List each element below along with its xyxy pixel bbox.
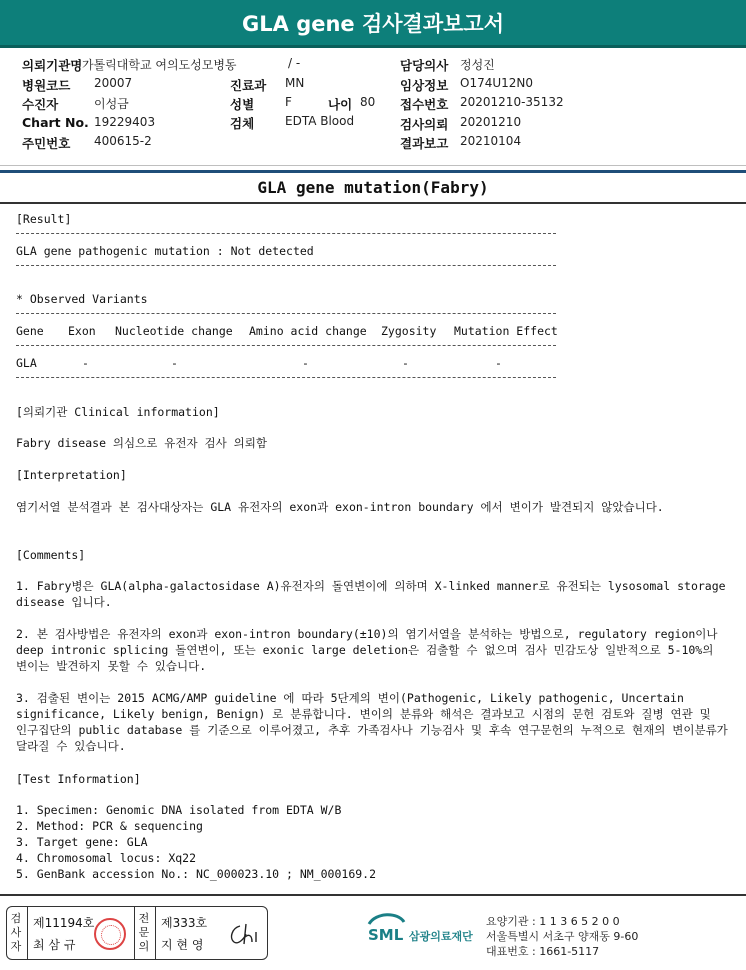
value-clinical-info: O174U12N0 [460, 76, 534, 90]
label-chart-no: Chart No. [22, 115, 89, 130]
cell-amino-acid: - [302, 356, 309, 370]
interpretation-text: 염기서열 분석결과 본 검사대상자는 GLA 유전자의 exon과 exon-intron boundary 에서 변이가 발견되지 않았습니다. [16, 500, 664, 514]
sml-logo [366, 912, 486, 946]
specialist-license: 제333호 [161, 916, 208, 930]
logo-org-name: 삼광의료재단 [409, 930, 473, 943]
address: 서울특별시 서초구 양재동 9-60 [486, 930, 639, 943]
dashed-rule [16, 265, 556, 266]
value-chart-no: 19229403 [94, 115, 156, 129]
col-zygosity: Zygosity [381, 324, 437, 338]
section-title: GLA gene mutation(Fabry) [257, 178, 489, 197]
footer-divider [0, 894, 746, 896]
dashed-rule [16, 313, 556, 314]
value-department: MN [285, 76, 305, 90]
label-hospital-code: 병원코드 [22, 78, 71, 93]
test-item: 2. Method: PCR & sequencing [16, 819, 203, 833]
label-specimen: 검체 [230, 116, 255, 131]
logo-sml-text: SML [368, 926, 404, 944]
result-line: GLA gene pathogenic mutation : Not detected [16, 244, 314, 258]
report-title: GLA gene 검사결과보고서 [242, 11, 504, 36]
value-request-date: 20201210 [460, 115, 522, 129]
test-item: 1. Specimen: Genomic DNA isolated from EDTA W/B [16, 803, 342, 817]
label-sex: 성별 [230, 97, 255, 112]
test-item: 5. GenBank accession No.: NC_000023.10 ; NM_000169.2 [16, 867, 377, 881]
phone: 대표번호 : 1661-5117 [486, 945, 600, 958]
test-item: 3. Target gene: GLA [16, 835, 148, 849]
col-nucleotide: Nucleotide change [115, 324, 233, 338]
box-divider [155, 907, 156, 959]
value-patient: 이성금 [94, 97, 129, 111]
test-info-header: [Test Information] [16, 772, 141, 786]
result-header: [Result] [16, 212, 72, 226]
cell-exon: - [82, 356, 89, 370]
label-clinical-info: 임상정보 [400, 78, 449, 93]
label-age: 나이 [328, 97, 353, 112]
examiner-label: 검사자 [10, 912, 22, 953]
divider [0, 165, 746, 166]
label-resident-no: 주민번호 [22, 136, 71, 151]
cell-zygosity: - [402, 356, 409, 370]
examiner-license: 제11194호 [33, 916, 95, 930]
value-ward: / - [288, 56, 301, 70]
dashed-rule [16, 377, 556, 378]
cell-gene: GLA [16, 356, 37, 370]
value-institution: 가톨릭대학교 여의도성모병동 [82, 58, 237, 72]
patient-info [22, 56, 722, 156]
accent-divider [0, 170, 746, 173]
comments-header: [Comments] [16, 548, 86, 562]
examiner-name: 최 삼 규 [33, 938, 76, 952]
observed-header: * Observed Variants [16, 292, 148, 306]
section-title-underline [0, 202, 746, 204]
signature [226, 922, 262, 948]
label-institution: 의뢰기관명 [22, 58, 83, 73]
cell-nucleotide: - [171, 356, 178, 370]
contact-info [486, 914, 638, 959]
specialist-name: 지 현 영 [161, 938, 204, 952]
value-receipt-no: 20201210-35132 [460, 95, 564, 109]
seal-stamp [94, 918, 126, 950]
label-receipt-no: 접수번호 [400, 97, 449, 112]
col-mutation-effect: Mutation Effect [454, 324, 558, 338]
box-divider [27, 907, 28, 959]
value-resident-no: 400615-2 [94, 134, 152, 148]
dashed-rule [16, 345, 556, 346]
label-patient: 수진자 [22, 97, 59, 112]
col-gene: Gene [16, 324, 44, 338]
value-doctor: 정성진 [460, 58, 495, 72]
comment-1: 1. Fabry병은 GLA(alpha-galactosidase A)유전자의 돌연변이에 의하며 X-linked manner로 유전되는 lysosomal storage disease 입니다. [16, 579, 726, 609]
clinical-header: [의뢰기관 Clinical information] [16, 405, 220, 419]
label-doctor: 담당의사 [400, 58, 449, 73]
institution-code: 요양기관 : 1 1 3 6 5 2 0 0 [486, 915, 620, 928]
value-hospital-code: 20007 [94, 76, 133, 90]
dashed-rule [16, 233, 556, 234]
label-report-date: 결과보고 [400, 136, 449, 151]
report-banner [0, 0, 746, 48]
comment-3: 3. 검출된 변이는 2015 ACMG/AMP guideline 에 따라 5단계의 변이(Pathogenic, Likely pathogenic, Uncertain significance, Likely benign, Benign) 로 분류합니다. 변이의 분류와 해석은 결과보고 시점의 문헌 검토와 질병 연관 및 인구집단의 public database 를 기준으로 이루어졌고, 추후 가족검사나 기능검사 및 후속 연구문헌의 누적으로 현재의 변이분류가 달라질 수 있습니다. [16, 691, 728, 753]
specialist-label: 전문의 [138, 912, 150, 953]
comment-2: 2. 본 검사방법은 유전자의 exon과 exon-intron boundary(±10)의 염기서열을 분석하는 방법으로, regulatory region이나 deep intronic splicing 돌연변이, 또는 exonic large deletion은 검출할 수 없으며 검사 민감도상 일반적으로 5-10%의 변이는 발견하지 못할 수 있습니다. [16, 627, 718, 673]
clinical-text: Fabry disease 의심으로 유전자 검사 의뢰함 [16, 436, 268, 450]
value-sex: F [285, 95, 292, 109]
box-divider [134, 907, 135, 959]
value-specimen: EDTA Blood [285, 114, 355, 128]
value-age: 80 [360, 95, 376, 109]
col-amino-acid: Amino acid change [249, 324, 367, 338]
col-exon: Exon [68, 324, 96, 338]
cell-mutation-effect: - [495, 356, 502, 370]
label-department: 진료과 [230, 78, 267, 93]
value-report-date: 20210104 [460, 134, 522, 148]
label-request-date: 검사의뢰 [400, 117, 449, 132]
interpretation-header: [Interpretation] [16, 468, 127, 482]
test-item: 4. Chromosomal locus: Xq22 [16, 851, 197, 865]
